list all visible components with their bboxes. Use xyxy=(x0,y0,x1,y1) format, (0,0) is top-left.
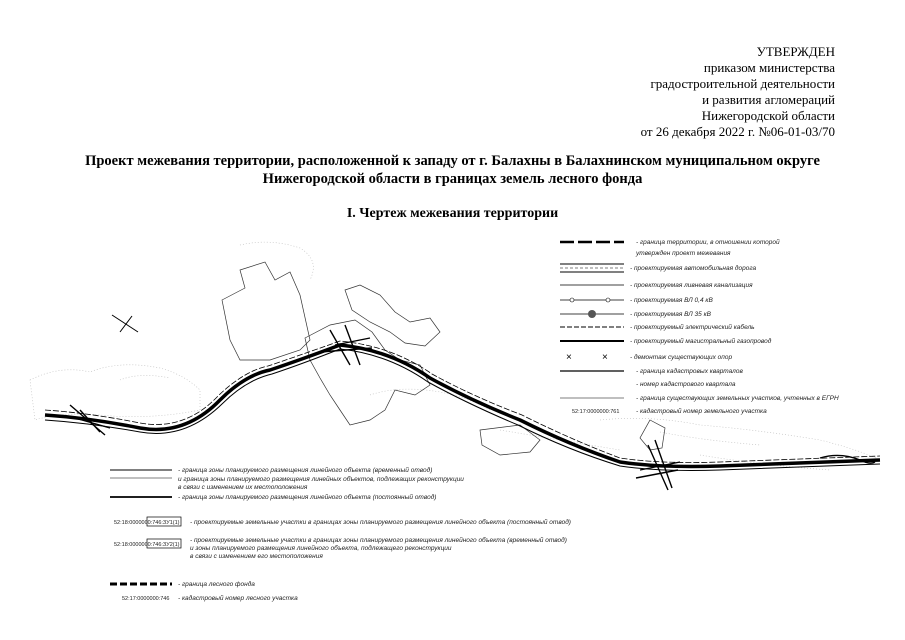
legend-temp-zone-cont1: и граница зоны планируемого размещения линейных объектов, подлежащих реконструкции xyxy=(178,476,464,483)
title-line-1: Проект межевания территории, расположенной к западу от г. Балахны в Балахнинском муниципальном округе xyxy=(85,153,820,169)
legend-parcel-temp: - проектируемые земельные участки в границах зоны планируемого размещения линейного объекта (временный отвод) xyxy=(190,537,567,544)
approval-line: приказом министерства xyxy=(703,60,835,75)
title-line-2: Нижегородской области в границах земель лесного фонда xyxy=(262,171,643,187)
legend-gas-pipeline: - проектируемый магистральный газопровод xyxy=(630,338,772,345)
legend-territory-boundary: - граница территории, в отношении которой xyxy=(636,239,780,246)
legend-existing-parcels: - граница существующих земельных участков, учтенных в ЕГРН xyxy=(636,395,839,402)
settlement-boundaries xyxy=(222,262,665,455)
legend-parcel-perm: - проектируемые земельные участки в границах зоны планируемого размещения линейного объекта (постоянный отвод) xyxy=(190,519,571,526)
approval-line: градостроительной деятельности xyxy=(650,76,835,91)
legend-dismantle: - демонтаж существующих опор xyxy=(630,354,733,361)
legend-vl-04: - проектируемая ВЛ 0,4 кВ xyxy=(630,297,713,304)
section-title: I. Чертеж межевания территории xyxy=(346,206,559,221)
legend-parcel-temp-cont2: в связи с изменением его местоположения xyxy=(190,553,323,560)
parcel-temp-code: 52:18:0000000:746:ЗУ2(1) xyxy=(114,542,180,548)
legend-forest-boundary: - граница лесного фонда xyxy=(178,581,255,588)
legend-bottom xyxy=(110,466,571,602)
parcel-perm-code: 52:18:0000000:746:ЗУ1(1) xyxy=(114,520,180,526)
legend-forest-number: - кадастровый номер лесного участка xyxy=(178,595,298,602)
legend-territory-boundary-cont: утвержден проект межевания xyxy=(636,250,731,257)
legend-parcel-temp-cont1: и зоны планируемого размещения линейного объекта, подлежащего реконструкции xyxy=(190,545,452,552)
cross-marker-icon: × xyxy=(602,352,608,363)
legend-quarter-number: - номер кадастрового квартала xyxy=(636,381,736,388)
legend-cadastral-number: - кадастровый номер земельного участка xyxy=(636,408,767,415)
forest-code: 52:17:0000000:746 xyxy=(122,596,170,602)
forest-texture xyxy=(30,242,880,470)
legend-code-sample: 52:17:0000000:761 xyxy=(572,409,620,415)
legend-temp-zone-cont2: в связи с изменением их местоположения xyxy=(178,484,308,491)
legend-quarter-boundary: - граница кадастровых кварталов xyxy=(636,368,743,375)
junction-west xyxy=(70,325,372,435)
legend-storm-sewer: - проектируемая ливневая канализация xyxy=(630,282,753,289)
compass-mark xyxy=(112,315,138,332)
legend-el-cable: - проектируемый электрический кабель xyxy=(630,324,755,331)
cross-marker-icon: × xyxy=(566,352,572,363)
approval-line: и развития агломераций xyxy=(702,92,835,107)
legend-road: - проектируемая автомобильная дорога xyxy=(630,265,757,272)
approval-line: УТВЕРЖДЕН xyxy=(756,44,835,59)
approval-line: Нижегородской области xyxy=(701,108,835,123)
legend-vl-35: - проектируемая ВЛ 35 кВ xyxy=(630,311,711,318)
legend-temp-zone: - граница зоны планируемого размещения линейного объекта (временный отвод) xyxy=(178,467,433,474)
legend-right xyxy=(560,238,839,415)
approval-line: от 26 декабря 2022 г. №06-01-03/70 xyxy=(640,124,835,139)
projected-road xyxy=(45,341,880,471)
legend-perm-zone: - граница зоны планируемого размещения линейного объекта (постоянный отвод) xyxy=(178,494,437,501)
